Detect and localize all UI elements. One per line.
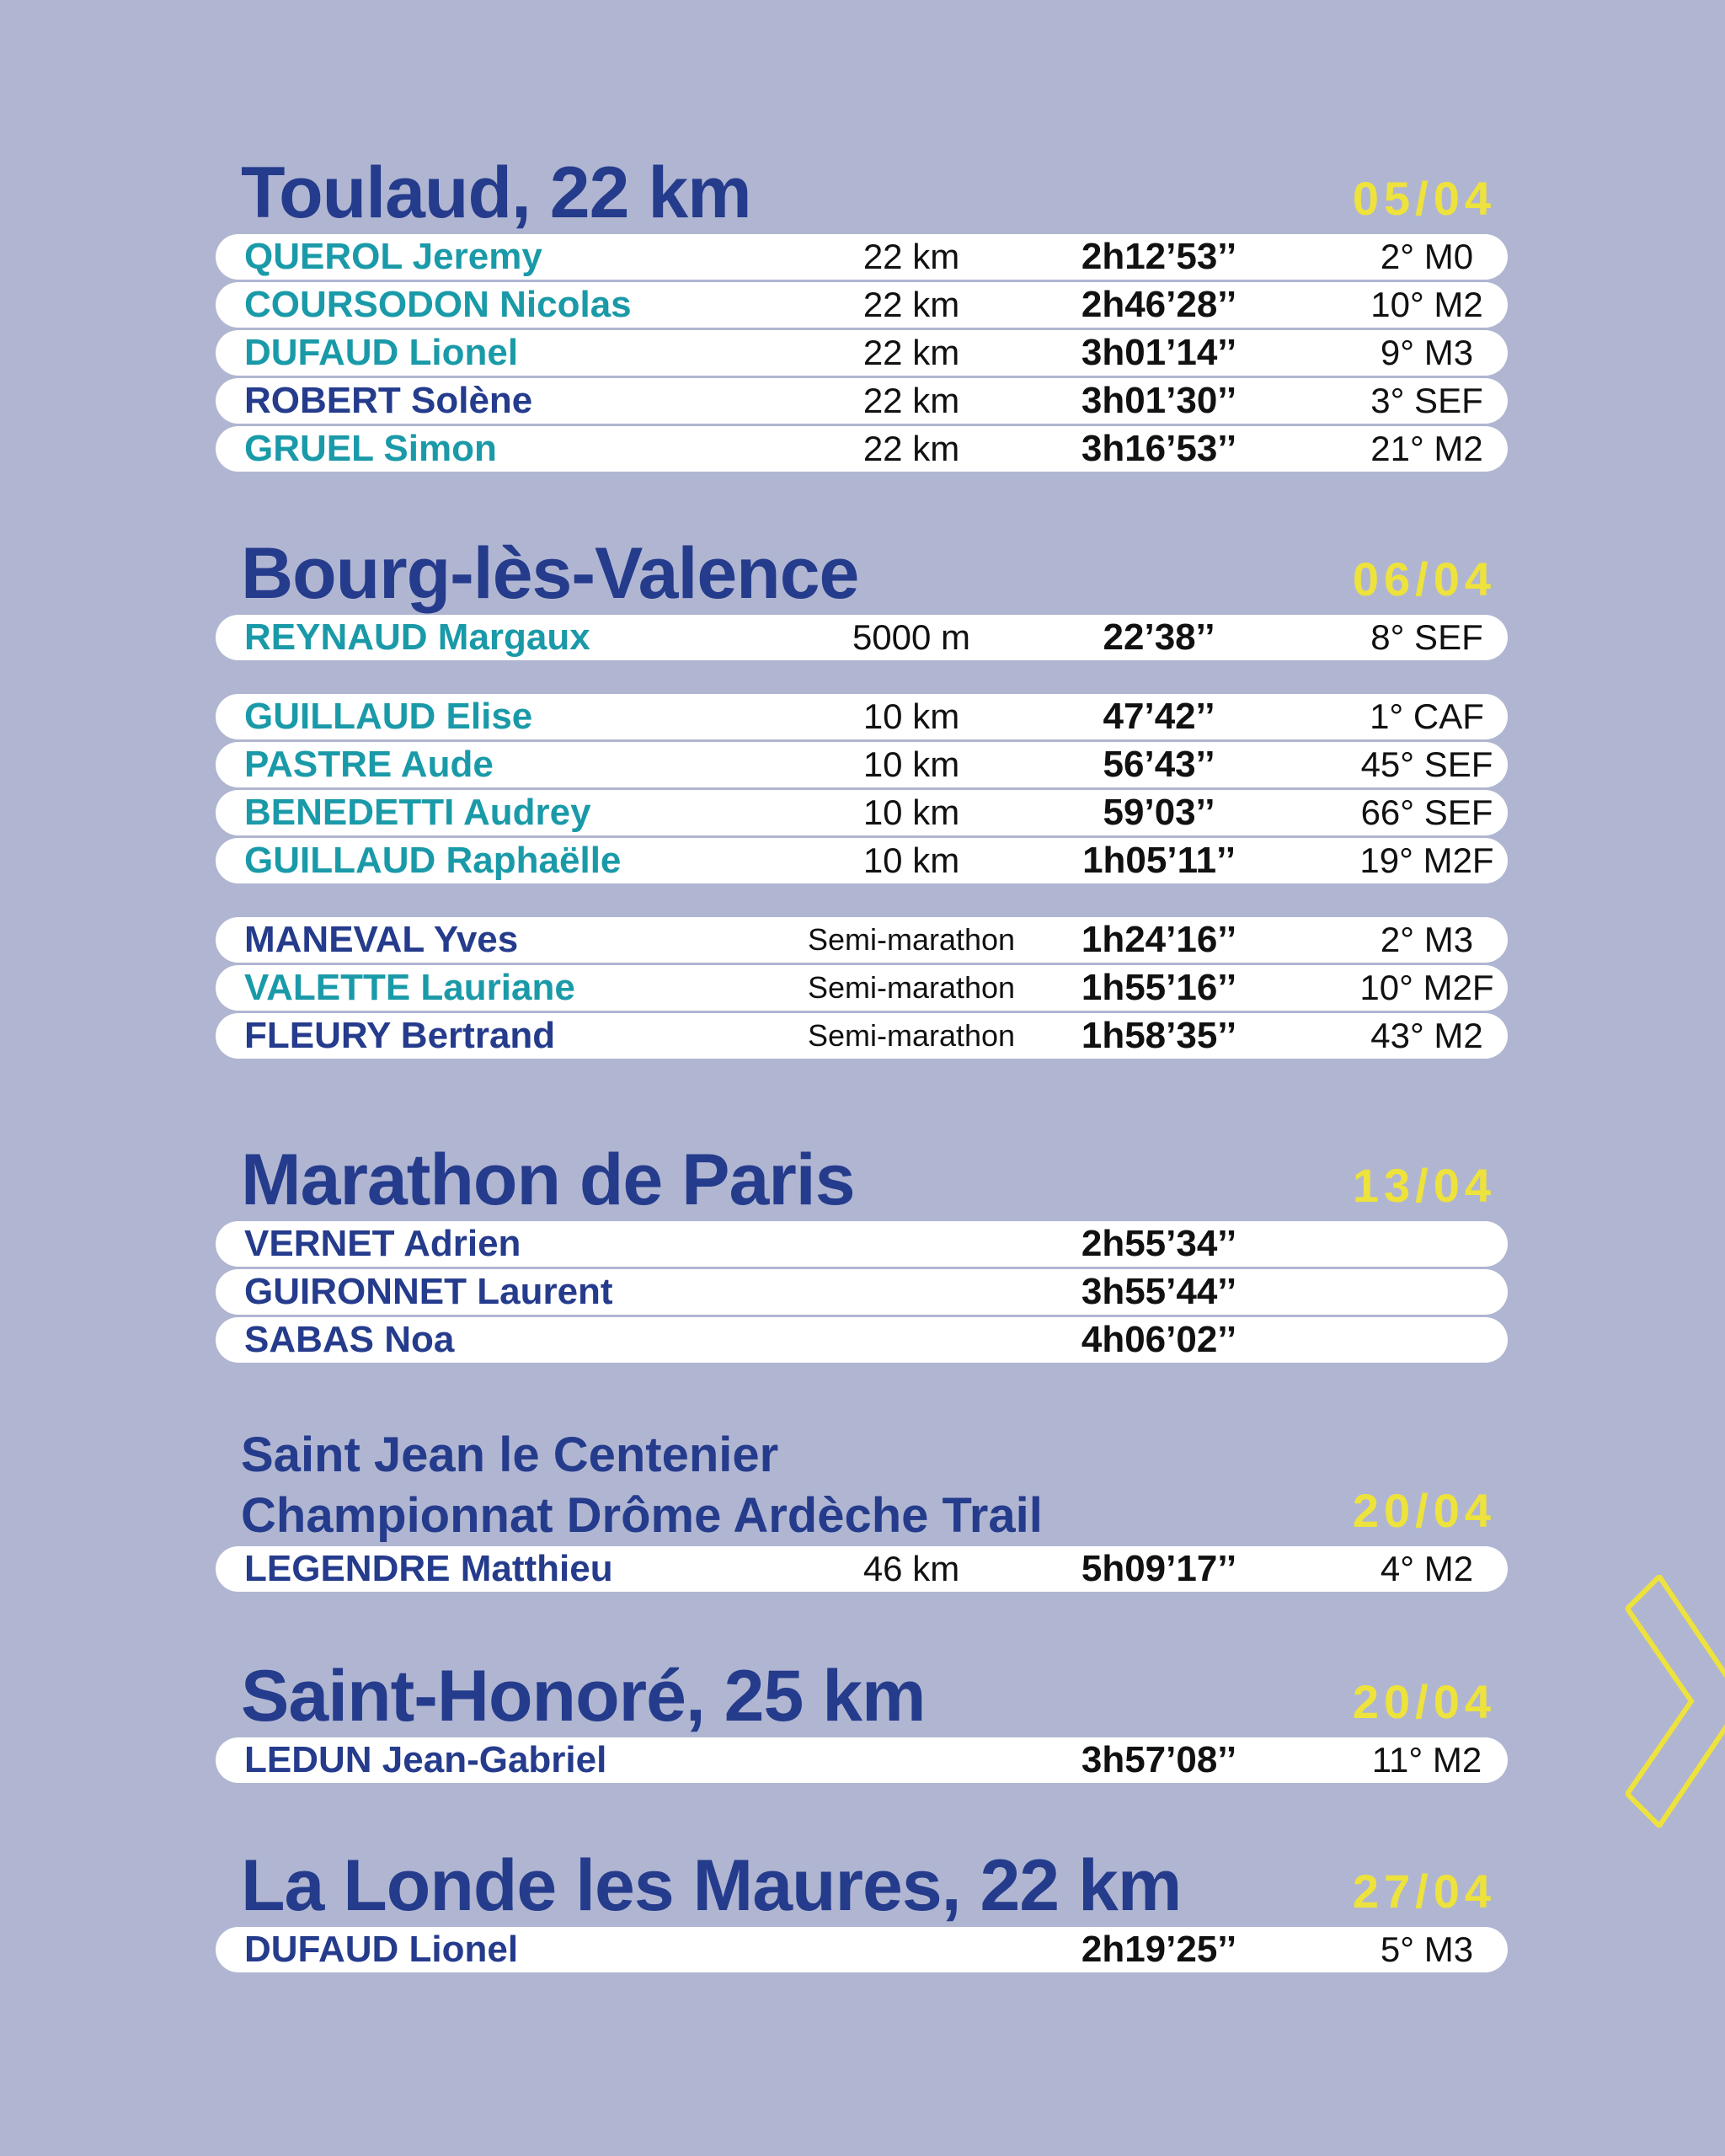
ranking: 1° CAF: [1370, 696, 1484, 736]
race-distance: 22 km: [862, 285, 960, 324]
results-list: [216, 615, 1508, 1059]
result-row: [216, 1737, 1508, 1783]
ranking: 10° M2F: [1359, 968, 1494, 1007]
finish-time: 1h55’16’’: [1081, 967, 1237, 1008]
race-distance: Semi-marathon: [807, 970, 1016, 1005]
result-row: [216, 790, 1508, 835]
result-row: [216, 234, 1508, 280]
race-header: [216, 152, 1508, 234]
result-row: [216, 1546, 1508, 1592]
race-header: [216, 1139, 1508, 1221]
result-row: [216, 1317, 1508, 1363]
ranking: 19° M2F: [1359, 841, 1494, 880]
race-date: 13/04: [1352, 1159, 1496, 1212]
ranking: 45° SEF: [1360, 744, 1493, 784]
race-date: 05/04: [1352, 172, 1496, 225]
result-row: [216, 838, 1508, 883]
runner-name: MANEVAL Yves: [244, 919, 519, 960]
runner-name: GUILLAUD Elise: [244, 696, 533, 737]
ranking: 66° SEF: [1360, 792, 1493, 832]
race-distance: 46 km: [862, 1549, 960, 1588]
race-date: 27/04: [1352, 1865, 1496, 1918]
runner-name: PASTRE Aude: [244, 744, 494, 785]
runner-name: ROBERT Solène: [244, 380, 533, 421]
race-header: [216, 1844, 1508, 1927]
runner-name: GUIRONNET Laurent: [244, 1271, 613, 1312]
results-list: [216, 1927, 1508, 1972]
race-distance: 22 km: [862, 429, 960, 468]
race-header: [216, 1655, 1508, 1737]
finish-time: 2h12’53’’: [1081, 236, 1237, 277]
race-title: Toulaud, 22 km: [241, 152, 751, 233]
finish-time: 1h58’35’’: [1081, 1015, 1237, 1056]
race-title: Saint-Honoré, 25 km: [241, 1656, 926, 1737]
finish-time: 2h55’34’’: [1081, 1223, 1237, 1264]
race-section: [216, 152, 1508, 474]
runner-name: QUEROL Jeremy: [244, 236, 542, 277]
ranking: 3° SEF: [1370, 381, 1483, 420]
finish-time: 22’38’’: [1103, 616, 1215, 658]
runner-name: COURSODON Nicolas: [244, 284, 632, 325]
result-row: [216, 917, 1508, 963]
finish-time: 3h01’14’’: [1081, 332, 1237, 373]
runner-name: LEGENDRE Matthieu: [244, 1548, 613, 1589]
result-row: [216, 694, 1508, 739]
runner-name: LEDUN Jean-Gabriel: [244, 1739, 607, 1780]
finish-time: 59’03’’: [1103, 792, 1215, 833]
finish-time: 3h57’08’’: [1081, 1739, 1237, 1780]
race-date: 20/04: [1352, 1675, 1496, 1728]
runner-name: GRUEL Simon: [244, 428, 497, 469]
results-list: [216, 1546, 1508, 1592]
result-row: [216, 1269, 1508, 1315]
ranking: 21° M2: [1370, 429, 1483, 468]
result-row: [216, 426, 1508, 472]
finish-time: 47’42’’: [1103, 696, 1215, 737]
results-list: [216, 1737, 1508, 1783]
finish-time: 1h24’16’’: [1081, 919, 1237, 960]
race-header: [216, 532, 1508, 615]
runner-name: SABAS Noa: [244, 1319, 455, 1360]
ranking: 4° M2: [1380, 1549, 1474, 1588]
finish-time: 2h19’25’’: [1081, 1929, 1237, 1970]
runner-name: FLEURY Bertrand: [244, 1015, 556, 1056]
runner-name: REYNAUD Margaux: [244, 616, 590, 658]
finish-time: 5h09’17’’: [1081, 1548, 1237, 1589]
race-distance: 5000 m: [852, 617, 971, 657]
race-distance: Semi-marathon: [807, 1018, 1016, 1053]
result-row: [216, 615, 1508, 660]
finish-time: 2h46’28’’: [1081, 284, 1237, 325]
runner-name: BENEDETTI Audrey: [244, 792, 591, 833]
finish-time: 1h05’11’’: [1082, 840, 1236, 881]
finish-time: 3h55’44’’: [1081, 1271, 1237, 1312]
race-distance: Semi-marathon: [807, 922, 1016, 957]
result-row: [216, 742, 1508, 787]
finish-time: 56’43’’: [1103, 744, 1215, 785]
race-title: Saint Jean le Centenier Championnat Drôme Ardèche Trail: [241, 1428, 1043, 1543]
result-row: [216, 1221, 1508, 1267]
result-row: [216, 282, 1508, 328]
race-distance: 10 km: [862, 744, 960, 784]
race-title: Marathon de Paris: [241, 1139, 855, 1220]
race-section: [216, 1655, 1508, 1785]
ranking: 5° M3: [1380, 1929, 1474, 1969]
race-section: [216, 1425, 1508, 1594]
chevron-right-icon[interactable]: [1626, 1575, 1725, 1828]
finish-time: 3h01’30’’: [1081, 380, 1237, 421]
race-section: [216, 532, 1508, 1061]
race-distance: 22 km: [862, 333, 960, 372]
result-row: [216, 965, 1508, 1011]
race-distance: 22 km: [862, 381, 960, 420]
result-row: [216, 330, 1508, 376]
race-distance: 10 km: [862, 841, 960, 880]
runner-name: VALETTE Lauriane: [244, 967, 575, 1008]
result-row: [216, 378, 1508, 424]
ranking: 11° M2: [1371, 1740, 1482, 1780]
race-title: La Londe les Maures, 22 km: [241, 1845, 1182, 1926]
runner-name: DUFAUD Lionel: [244, 332, 519, 373]
finish-time: 3h16’53’’: [1081, 428, 1237, 469]
ranking: 43° M2: [1370, 1016, 1483, 1055]
ranking: 2° M3: [1380, 920, 1474, 959]
ranking: 9° M3: [1380, 333, 1474, 372]
ranking: 10° M2: [1370, 285, 1483, 324]
race-date: 06/04: [1352, 552, 1496, 606]
race-section: [216, 1139, 1508, 1365]
race-date: 20/04: [1352, 1484, 1496, 1537]
result-row: [216, 1927, 1508, 1972]
race-distance: 22 km: [862, 237, 960, 276]
race-distance: 10 km: [862, 792, 960, 832]
ranking: 8° SEF: [1370, 617, 1483, 657]
race-header: [216, 1425, 1508, 1546]
race-title: Bourg-lès-Valence: [241, 533, 859, 614]
finish-time: 4h06’02’’: [1081, 1319, 1237, 1360]
ranking: 2° M0: [1380, 237, 1474, 276]
results-list: [216, 234, 1508, 472]
runner-name: GUILLAUD Raphaëlle: [244, 840, 622, 881]
race-distance: 10 km: [862, 696, 960, 736]
race-section: [216, 1844, 1508, 1975]
results-list: [216, 1221, 1508, 1363]
runner-name: DUFAUD Lionel: [244, 1929, 519, 1970]
result-row: [216, 1013, 1508, 1059]
runner-name: VERNET Adrien: [244, 1223, 521, 1264]
